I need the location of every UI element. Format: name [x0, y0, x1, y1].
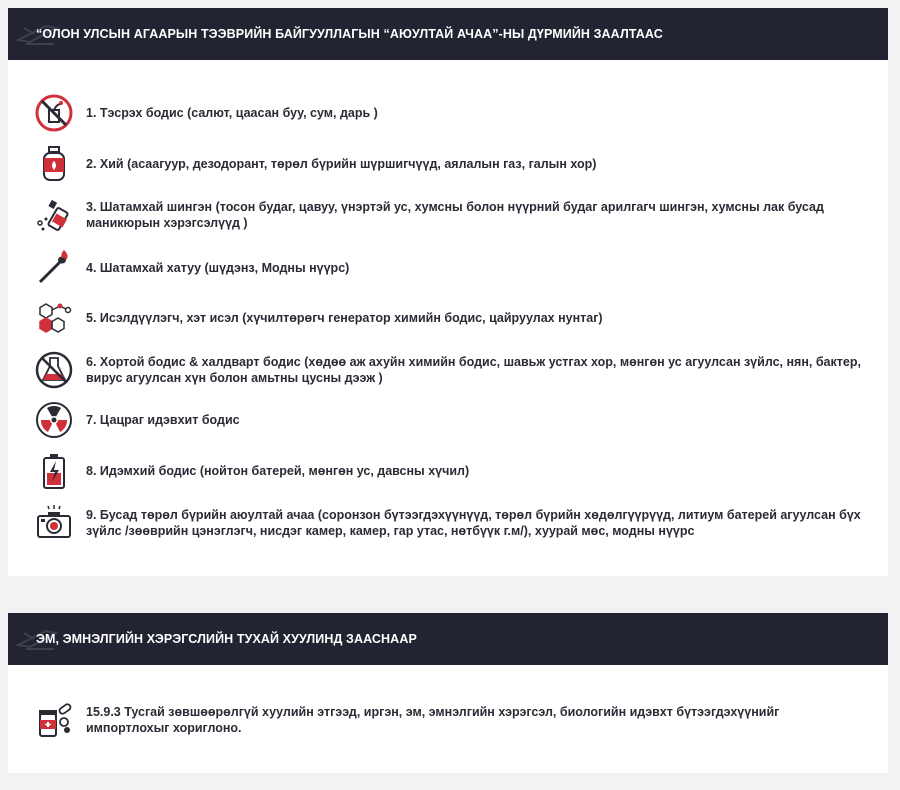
list-item — [34, 350, 864, 390]
item-text: 15.9.3 Тусгай зөвшөөрөлгүй хуулийн этгээд, иргэн, эм, эмнэлгийн хэрэгсэл, биологийн идэвхт бүтээгдэхүүнийг импортлохыг хориглоно. — [86, 705, 780, 735]
match-icon — [34, 248, 74, 288]
item-text: 8. Идэмхий бодис (нойтон батерей, мөнгөн ус, давсны хүчил) — [86, 464, 470, 478]
gas-cylinder-icon — [34, 144, 74, 184]
camera-icon — [34, 503, 74, 543]
flammable-liquid-icon — [34, 195, 74, 235]
list-item — [34, 298, 864, 338]
section-header — [8, 8, 888, 60]
section-header — [8, 613, 888, 665]
list-item — [34, 93, 864, 133]
item-text: 2. Хий (асаагуур, дезодорант, төрөл бүрийн шүршигчүүд, аялалын газ, галын хор) — [86, 157, 597, 171]
list-item — [34, 503, 864, 543]
list-item — [34, 400, 864, 440]
section-title: ЭМ, ЭМНЭЛГИЙН ХЭРЭГСЛИЙН ТУХАЙ ХУУЛИНД ЗААСНААР — [36, 632, 417, 646]
battery-icon — [34, 451, 74, 491]
medicine-icon — [34, 700, 74, 740]
list-item — [34, 451, 864, 491]
molecule-icon — [34, 298, 74, 338]
section-medical-law — [8, 613, 888, 773]
list-item — [34, 195, 864, 235]
section-title: “ОЛОН УЛСЫН АГААРЫН ТЭЭВРИЙН БАЙГУУЛЛАГЫН “АЮУЛТАЙ АЧАА”-НЫ ДҮРМИЙН ЗААЛТААС — [36, 27, 663, 41]
list-item — [34, 248, 864, 288]
list-item — [34, 144, 864, 184]
item-text: 5. Исэлдүүлэгч, хэт исэл (хүчилтөрөгч генератор химийн бодис, цайруулах нунтаг) — [86, 311, 603, 325]
item-text: 6. Хортой бодис & халдварт бодис (хөдөө аж ахуйн химийн бодис, шавьж устгах хор, мөнгөн ус агуулсан зүйлс, нян, бактер, вирус агуулсан хүн болон амьтны цусны дээж ) — [86, 355, 861, 385]
section-dangerous-goods — [8, 8, 888, 576]
item-text: 3. Шатамхай шингэн (тосон будаг, цавуу, үнэртэй ус, хумсны болон нүүрний будаг арилгагч шингэн, хумсны лак бусад маникюрын хэрэгсэлүүд ) — [86, 200, 824, 230]
no-explosives-icon — [34, 93, 74, 133]
item-text: 7. Цацраг идэвхит бодис — [86, 413, 240, 427]
no-chemicals-icon — [34, 350, 74, 390]
item-text: 9. Бусад төрөл бүрийн аюултай ачаа (соронзон бүтээгдэхүүнүүд, төрөл бүрийн хөдөлгүүрүүд, литиум батерей агуулсан бүх зүйлс /зөөврийн цэнэглэгч, нисдэг камер, камер, гар утас, нөтбүүк г.м/), хуурай мөс, модны нүүрс — [86, 508, 861, 538]
item-text: 1. Тэсрэх бодис (салют, цаасан буу, сум, дарь ) — [86, 106, 378, 120]
list-item — [34, 700, 864, 740]
radiation-icon — [34, 400, 74, 440]
item-text: 4. Шатамхай хатуу (шүдэнз, Модны нүүрс) — [86, 261, 350, 275]
